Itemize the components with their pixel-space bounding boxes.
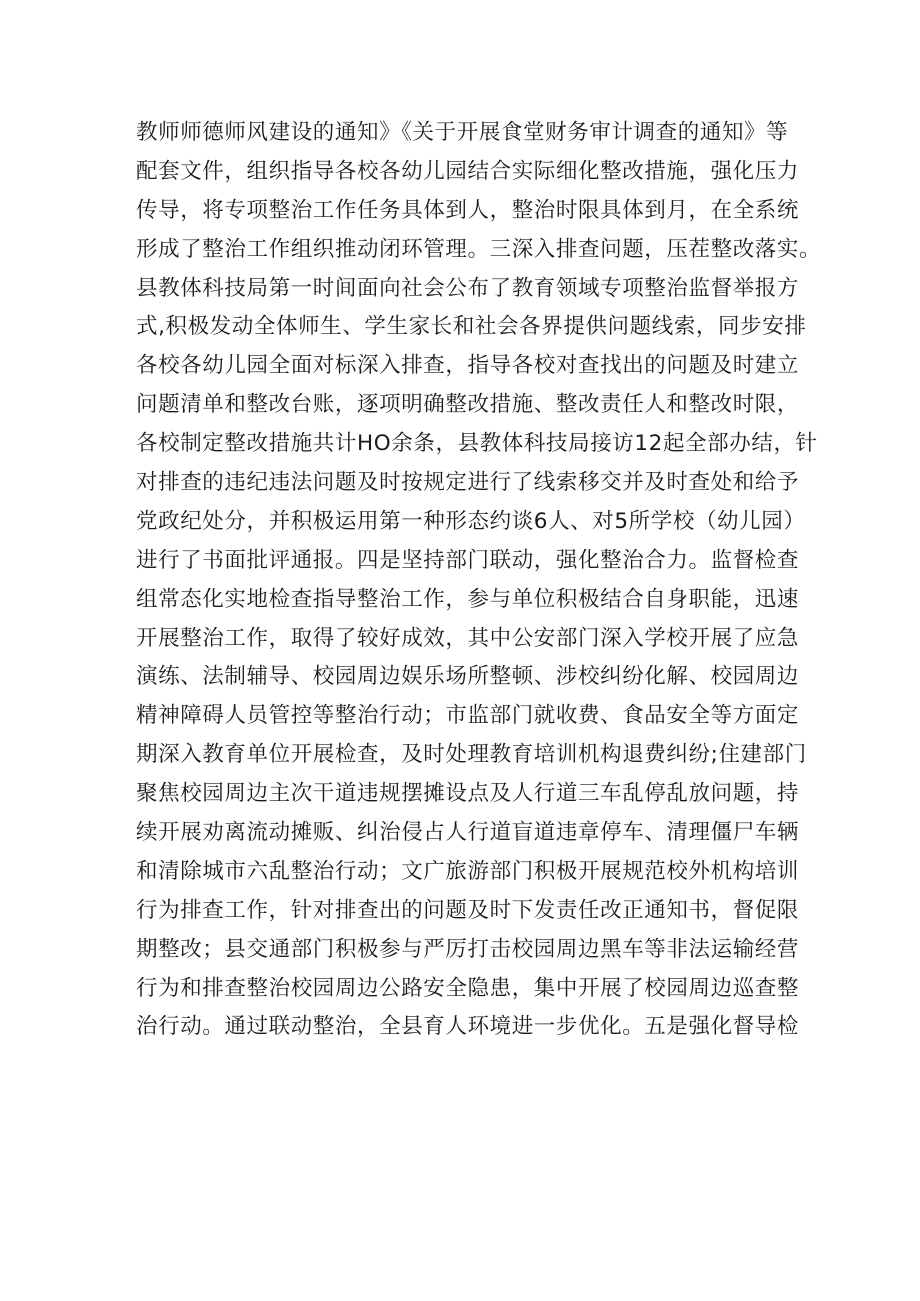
text-line: 组常态化实地检查指导整治工作，参与单位积极结合自身职能，迅速 (136, 586, 800, 612)
text-line: 和清除城市六乱整治行动；文广旅游部门积极开展规范校外机构培训 (136, 858, 800, 884)
text-line: 期整改；县交通部门积极参与严厉打击校园周边黑车等非法运输经营 (136, 936, 800, 962)
text-line: 开展整治工作，取得了较好成效，其中公安部门深入学校开展了应急 (136, 625, 800, 651)
text-line: 聚焦校园周边主次干道违规摆摊设点及人行道三车乱停乱放问题，持 (136, 781, 800, 807)
text-line: 式,积极发动全体师生、学生家长和社会各界提供问题线索，同步安排 (136, 314, 807, 340)
text-line: 形成了整治工作组织推动闭环管理。三深入排查问题，压茬整改落实。 (136, 236, 822, 262)
text-line: 演练、法制辅导、校园周边娱乐场所整顿、涉校纠纷化解、校园周边 (136, 664, 800, 690)
text-line: 续开展劝离流动摊贩、纠治侵占人行道盲道违章停车、清理僵尸车辆 (136, 820, 800, 846)
body-text (136, 114, 822, 1047)
text-line: 县教体科技局第一时间面向社会公布了教育领域专项整治监督举报方 (136, 275, 800, 301)
text-line: 各校制定整改措施共计HO余条，县教体科技局接访12起全部办结，针 (136, 431, 818, 457)
text-line: 进行了书面批评通报。四是坚持部门联动，强化整治合力。监督检查 (136, 547, 800, 573)
text-line: 行为排查工作，针对排查出的问题及时下发责任改正通知书，督促限 (136, 897, 800, 923)
text-line: 对排查的违纪违法问题及时按规定进行了线索移交并及时查处和给予 (136, 470, 800, 496)
text-line: 精神障碍人员管控等整治行动；市监部门就收费、食品安全等方面定 (136, 703, 800, 729)
text-line: 教师师德师风建设的通知》《关于开展食堂财务审计调查的通知》等 (136, 120, 789, 145)
text-line: 期深入教育单位开展检查，及时处理教育培训机构退费纠纷;住建部门 (136, 742, 807, 768)
text-line: 治行动。通过联动整治，全县育人环境进一步优化。五是强化督导检 (136, 1014, 800, 1040)
text-line: 行为和排查整治校园周边公路安全隐患，集中开展了校园周边巡查整 (136, 975, 800, 1001)
text-line: 配套文件，组织指导各校各幼儿园结合实际细化整改措施，强化压力 (136, 158, 800, 184)
text-line: 传导，将专项整治工作任务具体到人，整治时限具体到月，在全系统 (136, 197, 800, 223)
text-line: 党政纪处分，并积极运用第一种形态约谈6人、对5所学校（幼儿园） (136, 508, 806, 534)
text-line: 问题清单和整改台账，逐项明确整改措施、整改责任人和整改时限， (136, 392, 800, 418)
text-line: 各校各幼儿园全面对标深入排查，指导各校对查找出的问题及时建立 (136, 353, 800, 379)
